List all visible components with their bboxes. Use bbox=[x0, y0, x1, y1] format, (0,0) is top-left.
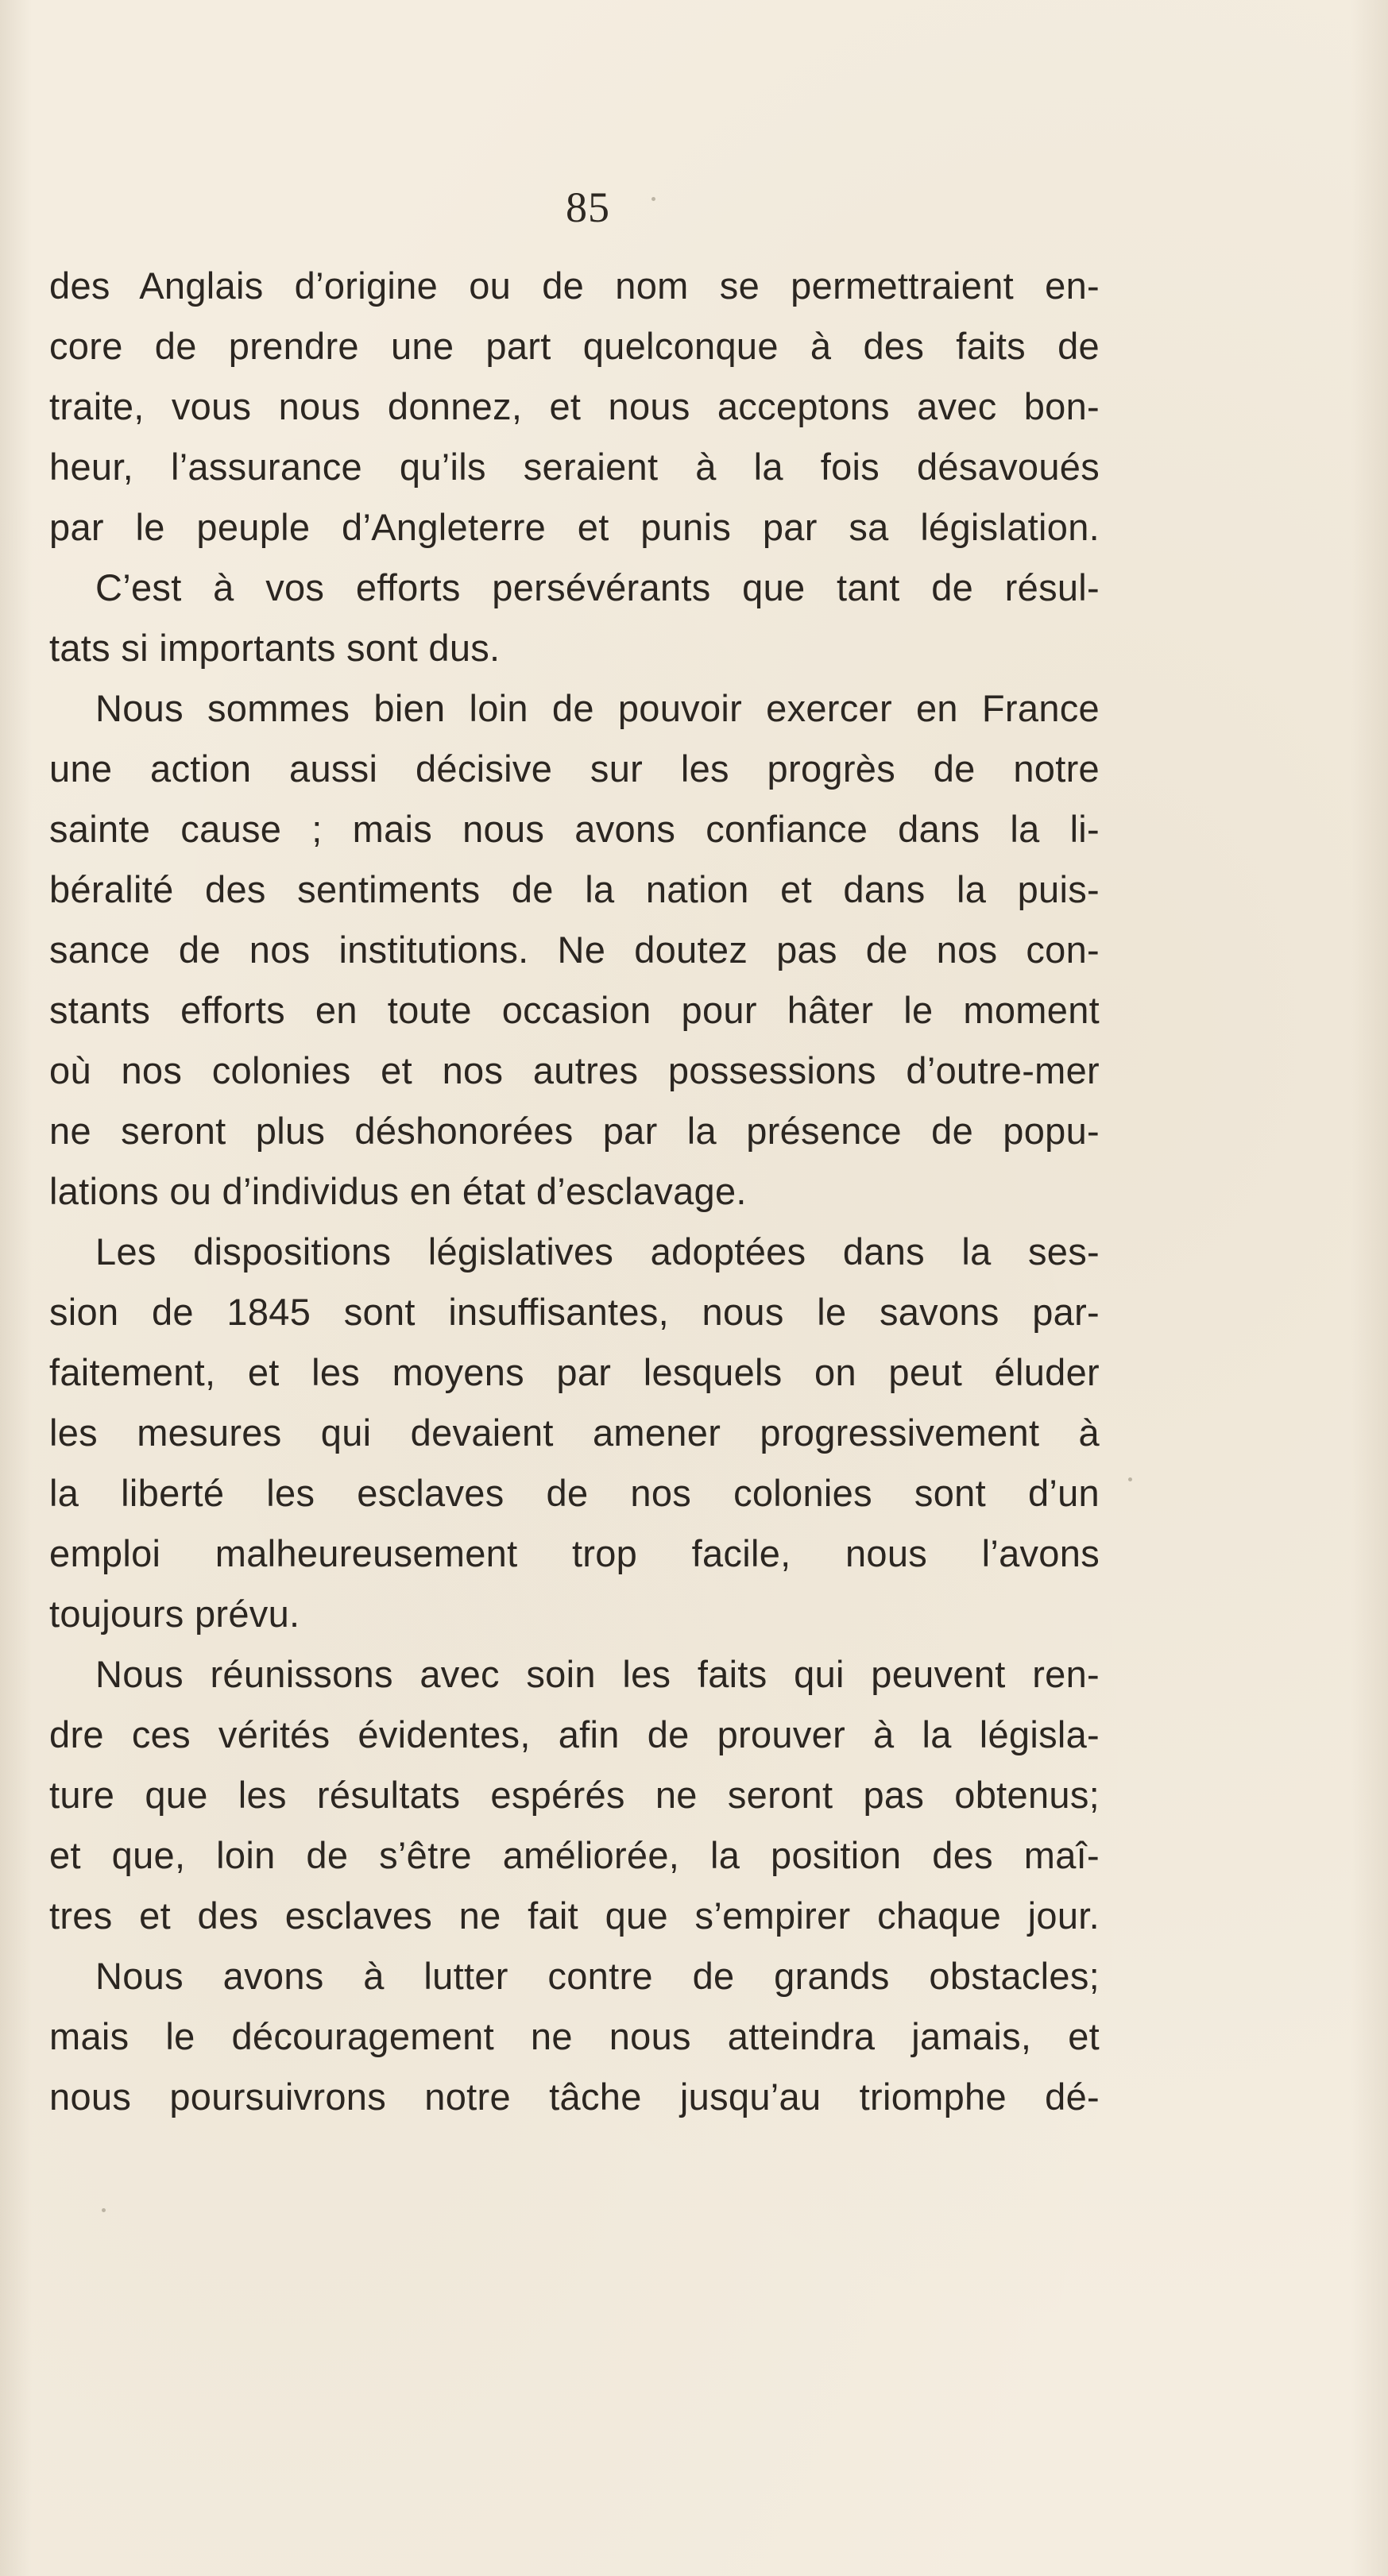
text-line: nous poursuivrons notre tâche jusqu’au triomphe dé- bbox=[49, 2076, 1100, 2118]
text-line: dre ces vérités évidentes, afin de prouver à la législa- bbox=[49, 1713, 1100, 1755]
paper-speck bbox=[102, 2208, 106, 2212]
text-line: la liberté les esclaves de nos colonies sont d’un bbox=[49, 1472, 1100, 1514]
paper-speck bbox=[1128, 1477, 1132, 1481]
text-line: Nous sommes bien loin de pouvoir exercer en France bbox=[95, 687, 1100, 729]
text-line: heur, l’assurance qu’ils seraient à la fois désavoués bbox=[49, 446, 1100, 488]
text-line: tres et des esclaves ne fait que s’empirer chaque jour. bbox=[49, 1894, 1100, 1937]
text-line: toujours prévu. bbox=[49, 1593, 300, 1635]
text-line: traite, vous nous donnez, et nous acceptons avec bon- bbox=[49, 385, 1100, 427]
text-line: emploi malheureusement trop facile, nous l’avons bbox=[49, 1532, 1100, 1574]
text-line: sion de 1845 sont insuffisantes, nous le savons par- bbox=[49, 1291, 1100, 1333]
text-line: Les dispositions législatives adoptées dans la ses- bbox=[95, 1230, 1100, 1273]
text-line: lations ou d’individus en état d’esclavage. bbox=[49, 1170, 747, 1212]
text-line: béralité des sentiments de la nation et dans la puis- bbox=[49, 868, 1100, 910]
text-line: les mesures qui devaient amener progressivement à bbox=[49, 1412, 1100, 1454]
text-line: mais le découragement ne nous atteindra jamais, et bbox=[49, 2015, 1100, 2057]
text-line: C’est à vos efforts persévérants que tant de résul- bbox=[95, 566, 1100, 608]
text-line: tats si importants sont dus. bbox=[49, 627, 501, 669]
text-line: Nous avons à lutter contre de grands obstacles; bbox=[95, 1955, 1100, 1997]
page-number: 85 bbox=[566, 183, 610, 231]
text-line: une action aussi décisive sur les progrès de notre bbox=[49, 747, 1100, 790]
text-line: stants efforts en toute occasion pour hâter le moment bbox=[49, 989, 1100, 1031]
text-line: ture que les résultats espérés ne seront pas obtenus; bbox=[49, 1774, 1100, 1816]
text-line: par le peuple d’Angleterre et punis par sa législation. bbox=[49, 506, 1100, 548]
text-line: des Anglais d’origine ou de nom se permettraient en- bbox=[49, 265, 1100, 307]
text-line: sance de nos institutions. Ne doutez pas de nos con- bbox=[49, 929, 1100, 971]
text-line: où nos colonies et nos autres possessions d’outre-mer bbox=[49, 1049, 1100, 1091]
body-text bbox=[49, 256, 1100, 2127]
text-line: Nous réunissons avec soin les faits qui peuvent ren- bbox=[95, 1653, 1100, 1695]
text-line: core de prendre une part quelconque à des faits de bbox=[49, 325, 1100, 367]
text-line: faitement, et les moyens par lesquels on peut éluder bbox=[49, 1351, 1100, 1393]
text-line: et que, loin de s’être améliorée, la position des maî- bbox=[49, 1834, 1100, 1876]
text-line: ne seront plus déshonorées par la présence de popu- bbox=[49, 1110, 1100, 1152]
text-line: sainte cause ; mais nous avons confiance dans la li- bbox=[49, 808, 1100, 850]
paper-speck bbox=[651, 197, 655, 201]
